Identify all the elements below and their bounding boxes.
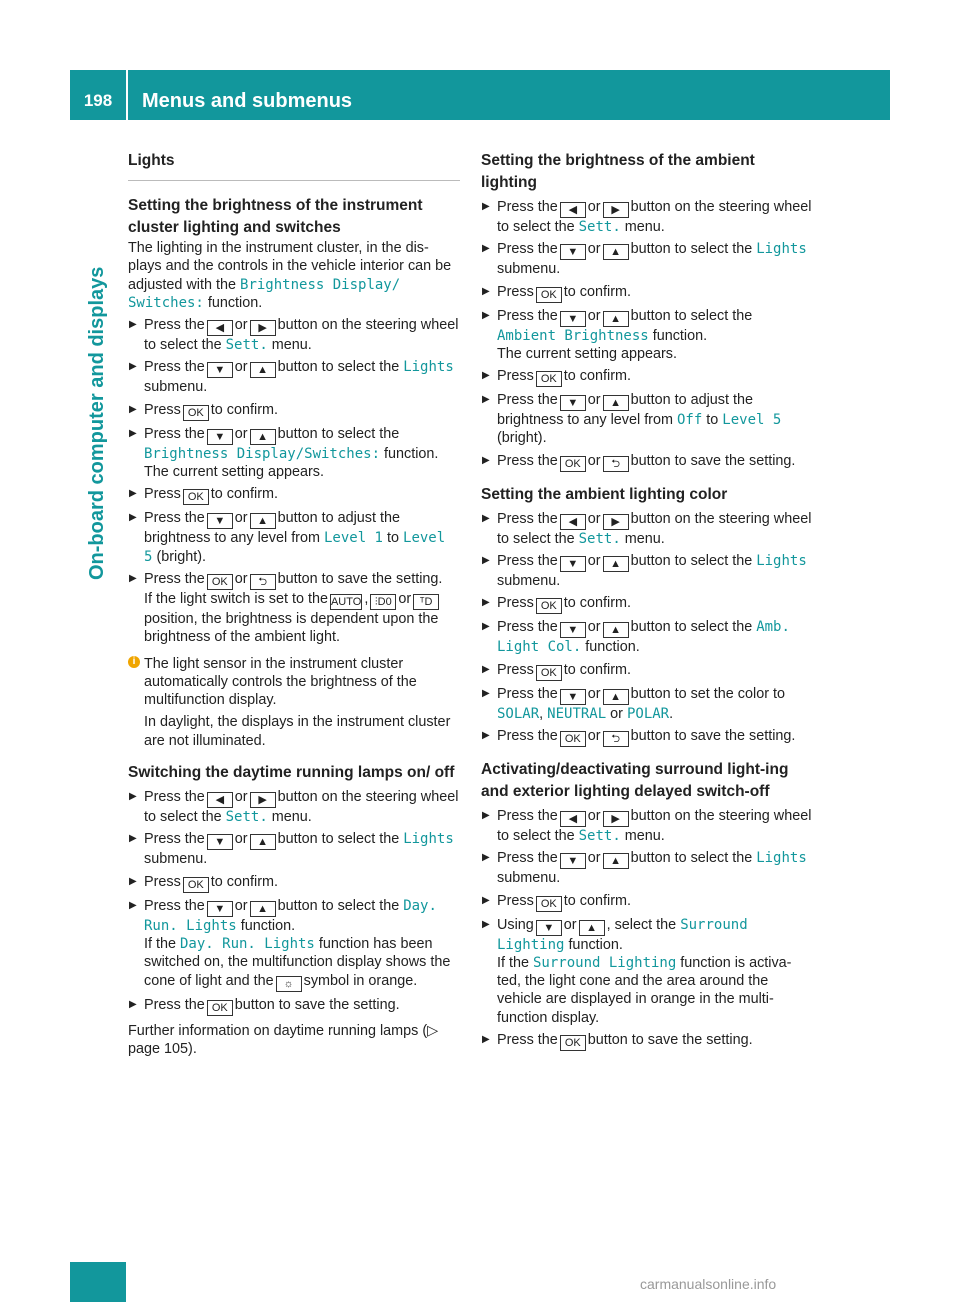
menu-code: Surround Lighting [533,954,677,971]
text: Press the [497,392,558,409]
back-key-icon: ⮌ [250,574,276,590]
step [481,618,813,656]
text: button to save the setting. [277,570,443,587]
right-arrow-key-icon: ▶ [603,514,629,530]
step [481,1031,813,1051]
step [128,401,460,421]
text: to confirm. [210,486,278,503]
menu-code: Level 5 [722,412,782,429]
down-arrow-key-icon: ▼ [560,311,586,327]
text: or [234,897,248,914]
text: If the [144,935,176,952]
ok-key-icon: OK [560,731,586,747]
note-text: In daylight, the displays in the instrument cluster are not illuminated. [144,714,451,749]
text: or [587,553,601,570]
step [481,391,813,448]
left-arrow-key-icon: ◀ [207,320,233,336]
ok-key-icon: OK [183,405,209,421]
menu-code: Sett. [225,337,268,354]
text: to confirm. [210,873,278,890]
step [481,916,813,1027]
text: Press [144,486,181,503]
text: or [610,705,623,722]
section-title-surround-lighting: Activating/deactivating surround light-ing and exterior lighting delayed switch-off [481,760,789,800]
text: Press the [144,510,205,527]
right-column [481,150,813,1055]
menu-code: Level 5 [144,530,446,565]
text: button to save the setting. [630,727,796,744]
text: Press the [497,727,558,744]
back-key-icon: ⮌ [603,731,629,747]
menu-code: Day. Run. Lights [144,897,437,934]
text: Press the [497,241,558,258]
text: button to select the [630,850,753,867]
text: or [234,425,248,442]
text: Press the [497,553,558,570]
info-note [128,655,460,750]
menu-code: Brightness Display/Switches: [144,445,381,462]
text: or [587,392,601,409]
menu-code: Lights [756,553,807,570]
text: button to adjust the brightness to any level from [144,510,401,547]
text: button to select the [630,553,753,570]
text: function has been switched on, the multifunction display shows the cone of light and the [144,935,451,989]
text: function. [568,936,623,953]
text: If the [497,954,529,971]
down-arrow-key-icon: ▼ [560,853,586,869]
section-title-instrument-brightness: Setting the brightness of the instrument cluster lighting and switches [128,197,423,236]
up-arrow-key-icon: ▲ [250,362,276,378]
text: Press the [144,789,205,806]
step [481,685,813,723]
text: , [539,705,544,722]
section-title-ambient-color: Setting the ambient lighting color [481,485,728,503]
down-arrow-key-icon: ▼ [207,901,233,917]
step-list [481,510,813,747]
info-icon: i [128,656,140,668]
down-arrow-key-icon: ▼ [207,513,233,529]
step-list [128,316,460,646]
text: to [706,412,719,429]
text: submenu. [497,573,561,590]
text: button on the steering wheel to select the [144,317,459,354]
text: to confirm. [563,892,631,909]
step [481,849,813,887]
text: button on the steering wheel to select the [497,510,812,547]
menu-code: Sett. [578,530,621,547]
text: button to select the [277,359,400,376]
left-arrow-key-icon: ◀ [560,202,586,218]
back-key-icon: ⮌ [603,456,629,472]
text: button to select the [277,897,400,914]
sidebar-chapter-title: On-board computer and displays [86,266,108,580]
up-arrow-key-icon: ▲ [603,244,629,260]
page-title: Menus and submenus [142,90,353,112]
sun-icon: ☼ [276,976,302,992]
text: Press [497,283,534,300]
menu-code: Brightness Display/ Switches: [128,276,401,311]
step [128,873,460,893]
text: Press the [144,317,205,334]
text: or [587,619,601,636]
watermark-footer: carmanualsonline.info [640,1276,777,1292]
ok-key-icon: OK [207,1000,233,1016]
menu-code: Ambient Brightness [497,327,649,344]
text: submenu. [144,851,208,868]
text: Press the [144,359,205,376]
text: or [587,727,601,744]
up-arrow-key-icon: ▲ [603,395,629,411]
down-arrow-key-icon: ▼ [536,920,562,936]
text: button to select the [630,241,753,258]
step [128,788,460,826]
up-arrow-key-icon: ▲ [603,853,629,869]
up-arrow-key-icon: ▲ [250,901,276,917]
text: The lighting in the instrument cluster, in the dis-plays and the controls in the vehicle interior can be adjusted with the [128,240,452,293]
text: button on the steering wheel to select the [144,789,459,826]
menu-code: Lights [756,850,807,867]
text: or [587,199,601,215]
right-arrow-key-icon: ▶ [250,320,276,336]
ok-key-icon: OK [560,1035,586,1051]
ok-key-icon: OK [207,574,233,590]
text: or [587,307,601,324]
text: or [234,570,248,587]
menu-code: NEUTRAL [547,705,607,722]
down-arrow-key-icon: ▼ [207,834,233,850]
text: (bright). [156,548,207,565]
left-arrow-key-icon: ◀ [207,792,233,808]
text: Press the [497,510,558,527]
text: function. [585,639,640,656]
text: Press the [144,570,205,587]
menu-code: SOLAR [497,705,540,722]
step [481,594,813,614]
parking-light-icon: ⫶D0 [370,594,396,610]
text: Using [497,916,534,933]
up-arrow-key-icon: ▲ [250,513,276,529]
text: Press the [497,452,558,469]
step [481,727,813,747]
text: Press the [497,1032,558,1049]
menu-code: Surround Lighting [497,916,748,953]
text: menu. [271,809,312,826]
text: or [234,317,248,334]
text: Press the [144,831,205,848]
text: (bright). [497,430,547,447]
step [128,830,460,868]
menu-code: Lights [756,241,807,258]
page-number: 198 [83,91,113,110]
text: Press [144,401,181,418]
menu-code: Amb. Light Col. [497,619,790,656]
text: button to select the [277,425,400,442]
text: or [587,807,601,824]
step [481,367,813,387]
left-arrow-key-icon: ◀ [560,514,586,530]
ok-key-icon: OK [536,896,562,912]
step [481,510,813,548]
left-column [128,150,460,1058]
down-arrow-key-icon: ▼ [560,244,586,260]
step [481,661,813,681]
text: or [587,241,601,258]
ok-key-icon: OK [536,287,562,303]
text: button to select the [630,307,753,324]
further-info: Further information on daytime running lamps (▷ page 105). [128,1022,439,1057]
down-arrow-key-icon: ▼ [560,622,586,638]
step [128,897,460,992]
up-arrow-key-icon: ▲ [603,622,629,638]
text: button on the steering wheel to select the [497,199,812,235]
section-title-lights: Lights [128,150,460,181]
text: Press the [144,996,205,1013]
right-arrow-key-icon: ▶ [603,202,629,218]
right-arrow-key-icon: ▶ [603,811,629,827]
text: Press the [144,425,205,442]
step [481,240,813,278]
text: function. [384,445,439,462]
step [128,425,460,482]
text: to confirm. [563,661,631,678]
text: or [234,359,248,376]
menu-code: Lights [403,831,454,848]
text: button to select the [630,619,753,636]
text: to [387,530,400,547]
text: . [669,705,674,722]
text: function. [652,327,708,344]
text: Press [144,873,181,890]
down-arrow-key-icon: ▼ [207,429,233,445]
text: symbol in orange. [303,972,418,989]
text: to confirm. [563,283,631,300]
up-arrow-key-icon: ▲ [603,556,629,572]
text: button to save the setting. [630,452,796,469]
text: Press the [497,199,558,215]
text: to confirm. [563,595,631,612]
step [128,316,460,354]
up-arrow-key-icon: ▲ [250,834,276,850]
ok-key-icon: OK [183,489,209,505]
text: button on the steering wheel to select the [497,807,812,844]
text: function is activa-ted, the light cone and the area around the vehicle are displayed in orange in the multi-function display. [497,954,792,1026]
menu-code: Sett. [578,827,621,844]
text: submenu. [497,870,561,887]
step [481,552,813,590]
menu-code: Sett. [578,219,621,235]
text: Press [497,892,534,909]
step [481,283,813,303]
auto-light-icon: AUTO [330,595,362,608]
text: Press the [497,619,558,636]
ok-key-icon: OK [536,665,562,681]
text: or [234,789,248,806]
down-arrow-key-icon: ▼ [560,556,586,572]
step [481,807,813,845]
ok-key-icon: OK [536,371,562,387]
text: or [563,916,577,933]
up-arrow-key-icon: ▲ [250,429,276,445]
header-divider [126,70,128,120]
up-arrow-key-icon: ▲ [603,311,629,327]
text: Press the [497,685,558,702]
text: or [234,510,248,527]
text: or [587,850,601,867]
text: Press [497,661,534,678]
text: menu. [624,530,665,547]
text: or [587,510,601,527]
step [481,892,813,912]
text: to confirm. [210,401,278,418]
text: position, the brightness is dependent upon the brightness of the ambient light. [144,610,439,646]
menu-code: Level 1 [323,530,383,547]
sidebar-tab-block [70,1262,126,1302]
text: submenu. [497,261,561,278]
down-arrow-key-icon: ▼ [560,395,586,411]
right-arrow-key-icon: ▶ [250,792,276,808]
menu-code: Sett. [225,809,268,826]
text: If the light switch is set to the [144,590,328,607]
step-list [481,198,813,472]
text: button to save the setting. [587,1032,753,1049]
text: , select the [606,916,677,933]
step-list [128,788,460,1015]
menu-code: Off [676,412,703,429]
text: button to save the setting. [234,996,400,1013]
up-arrow-key-icon: ▲ [603,689,629,705]
up-arrow-key-icon: ▲ [579,920,605,936]
ok-key-icon: OK [183,877,209,893]
text: function. [207,294,263,311]
step [481,452,813,472]
down-arrow-key-icon: ▼ [560,689,586,705]
low-beam-icon: ᵀD [413,594,439,610]
text: button to set the color to [630,685,785,702]
text: or [587,452,601,469]
step [128,358,460,396]
step [481,307,813,364]
text: The current setting appears. [144,464,324,481]
text: , [364,590,369,607]
step-list [481,807,813,1051]
step [128,509,460,566]
step [128,485,460,505]
text: or [587,685,601,702]
text: menu. [624,219,665,235]
ok-key-icon: OK [536,598,562,614]
menu-code: Day. Run. Lights [180,935,315,952]
section-title-daytime-lamps: Switching the daytime running lamps on/ off [128,764,455,782]
step [481,198,813,236]
menu-code: POLAR [626,705,670,722]
text: menu. [624,827,665,844]
note-text: The light sensor in the instrument cluster automatically controls the brightness of the multifunction display. [144,655,417,709]
text: Press [497,368,534,385]
step [128,996,460,1016]
left-arrow-key-icon: ◀ [560,811,586,827]
text: menu. [271,337,312,354]
ok-key-icon: OK [560,456,586,472]
text: function. [240,917,296,934]
text: Press the [497,307,558,324]
menu-code: Lights [403,359,454,376]
text: to confirm. [563,368,631,385]
text: button to select the [277,831,400,848]
section-title-ambient-brightness: Setting the brightness of the ambient lighting [481,152,755,191]
text: or [234,831,248,848]
text: or [398,590,412,607]
paragraph [128,239,460,312]
text: Press [497,595,534,612]
text: button to adjust the brightness to any level from [497,392,754,429]
text: Press the [497,850,558,867]
text: Press the [497,807,558,824]
down-arrow-key-icon: ▼ [207,362,233,378]
text: Press the [144,897,205,914]
step [128,570,460,647]
text: The current setting appears. [497,345,677,362]
text: submenu. [144,379,208,396]
